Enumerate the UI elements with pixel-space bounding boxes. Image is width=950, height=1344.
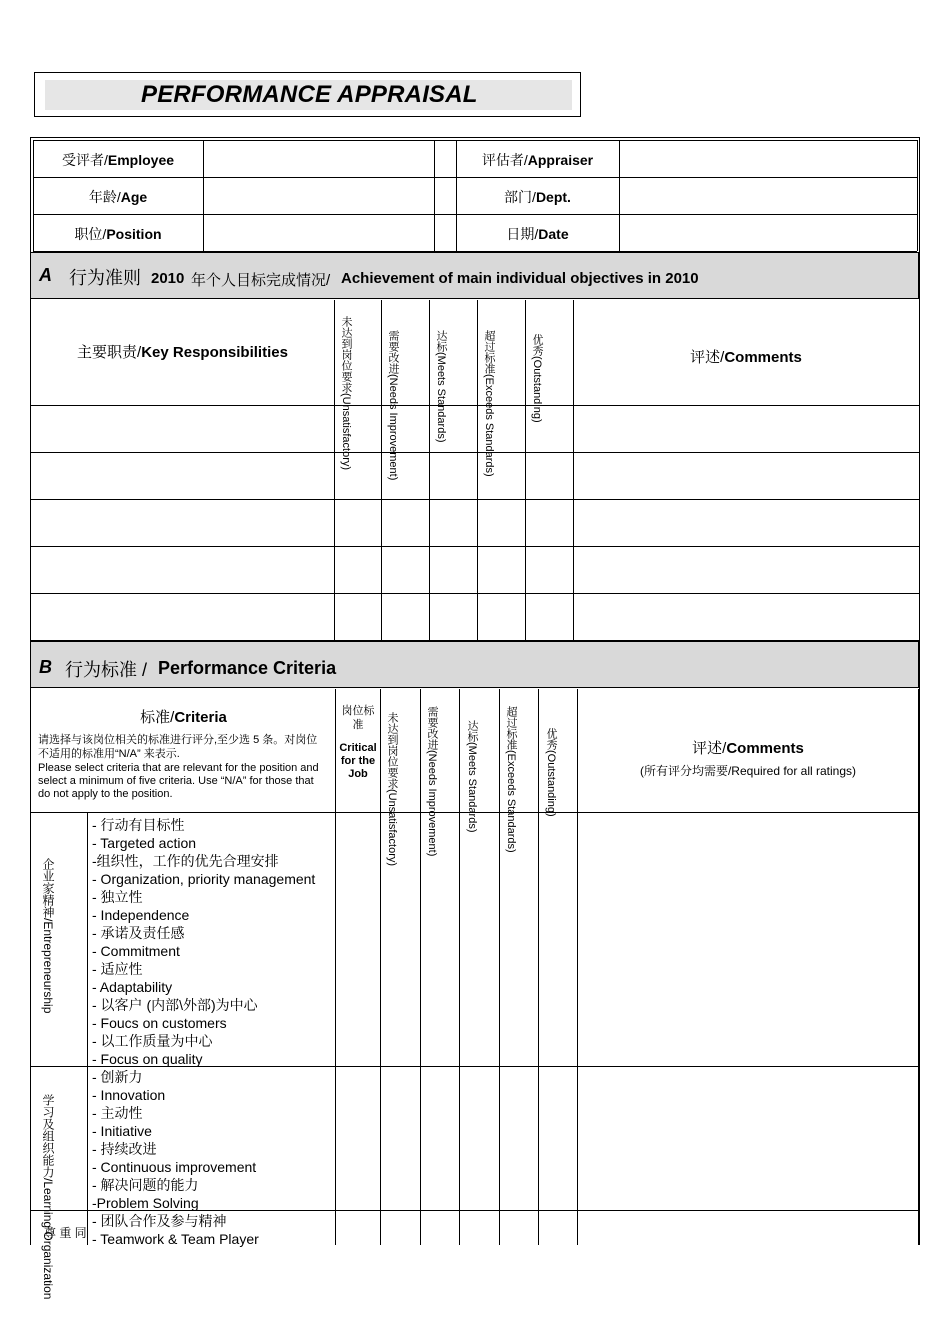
- section-b-heading: [30, 641, 919, 688]
- critical-cn: 岗位标准: [341, 705, 375, 731]
- group1-item-7: - Commitment: [92, 943, 180, 959]
- group1-item-13: - Focus on quality: [92, 1051, 203, 1067]
- group1-item-11: - Foucs on customers: [92, 1015, 227, 1031]
- section-a-letter: A: [39, 265, 52, 285]
- b-vline-2: [380, 689, 381, 1245]
- a-row-4-responsibility[interactable]: [32, 547, 334, 593]
- group2-item-7: -Problem Solving: [92, 1195, 199, 1211]
- employee-field[interactable]: [205, 142, 433, 176]
- group2-label: 学习及组织能力/Learning Organization: [41, 1094, 55, 1300]
- b-col-meets-standards: 达标(Meets Standards): [466, 720, 478, 833]
- group2-item-5: - Continuous improvement: [92, 1159, 257, 1175]
- b-vline-6: [538, 689, 539, 1245]
- group3-label: 尊 重 同: [44, 1226, 87, 1240]
- instr-cn-2: 不适用的标准用“N/A” 来表示.: [38, 748, 180, 760]
- title-band: [45, 80, 572, 110]
- page-title: PERFORMANCE APPRAISAL: [141, 81, 478, 108]
- b-col-unsatisfactory: 未达到岗位要求(Unsatisfactory): [386, 712, 398, 867]
- b-col-exceeds-standards: 超过标准(Exceeds Standards): [505, 706, 517, 853]
- instr-en-2: select a minimum of five criteria. Use “N/A” for those that: [38, 775, 314, 787]
- group2-item-0: - 创新力: [92, 1069, 143, 1085]
- b-comments-note: (所有评分均需要/Required for all ratings): [639, 764, 857, 778]
- form-frame: [30, 137, 920, 1300]
- instr-en-1: Please select criteria that are relevant for the position and: [38, 762, 319, 774]
- position-field[interactable]: [205, 216, 433, 250]
- header-top-line: [33, 140, 917, 141]
- a-vline-2: [381, 300, 382, 640]
- section-a-title-rest: 年个人目标完成情况/: [191, 272, 331, 289]
- criteria-header: 标准/Criteria: [140, 709, 227, 726]
- a-row-3-responsibility[interactable]: [32, 500, 334, 546]
- group1-item-9: - Adaptability: [92, 979, 173, 995]
- header-line-2: [33, 214, 917, 215]
- b-vline-3: [420, 689, 421, 1245]
- group2-item-3: - Initiative: [92, 1123, 152, 1139]
- a-vline-3: [429, 300, 430, 640]
- header-vline-5: [917, 140, 918, 251]
- section-a-heading: [30, 252, 919, 299]
- section-b-title-cn: 行为标准 /: [65, 660, 148, 680]
- b-vline-4: [459, 689, 460, 1245]
- group-label-divider: [87, 813, 88, 1245]
- header-vline-4: [619, 140, 620, 251]
- b-col-outstanding: 优秀(Outstanding): [545, 728, 557, 817]
- group1-item-8: - 适应性: [92, 961, 143, 977]
- instr-en-3: do not apply to the position.: [38, 788, 173, 800]
- b-vline-5: [499, 689, 500, 1245]
- group3-item-0: - 团队合作及参与精神: [92, 1213, 227, 1229]
- group1-item-10: - 以客户 (内部\外部)为中心: [92, 997, 258, 1013]
- a-vline-1: [334, 300, 335, 640]
- b-vline-right: [918, 689, 919, 1245]
- a-comments-header: 评述/Comments: [690, 349, 802, 366]
- employee-label: 受评者/Employee: [61, 152, 175, 168]
- age-field[interactable]: [205, 179, 433, 213]
- dept-field[interactable]: [621, 179, 916, 213]
- group1-item-5: - Independence: [92, 907, 190, 923]
- key-responsibilities-header: 主要职责/Key Responsibilities: [77, 344, 288, 361]
- group2-item-6: - 解决问题的能力: [92, 1177, 199, 1193]
- age-label: 年龄/Age: [88, 189, 148, 205]
- a-row-2-responsibility[interactable]: [32, 453, 334, 499]
- critical-en: Critical for the Job: [339, 742, 377, 780]
- header-vline-1: [203, 140, 204, 251]
- a-col-outstanding: 优秀(Outstanding): [531, 334, 543, 423]
- group2-item-2: - 主动性: [92, 1105, 143, 1121]
- header-line-1: [33, 177, 917, 178]
- section-a-title-cn: 行为准则: [69, 268, 141, 288]
- group1-item-2: -组织性，工作的优先合理安排: [92, 853, 279, 869]
- appraiser-field[interactable]: [621, 142, 916, 176]
- group3-item-1: - Teamwork & Team Player: [92, 1231, 259, 1247]
- group2-item-4: - 持续改进: [92, 1141, 157, 1157]
- group1-item-1: - Targeted action: [92, 835, 197, 851]
- a-col-exceeds-standards: 超过标准(Exceeds Standards): [483, 330, 495, 477]
- a-col-unsatisfactory: 未达到岗位要求(Unsatisfactory): [340, 316, 352, 471]
- group1-item-12: - 以工作质量为中心: [92, 1033, 213, 1049]
- a-vline-5: [525, 300, 526, 640]
- dept-label: 部门/Dept.: [504, 189, 571, 205]
- group1-label: 企业家精神/Entrepreneurship: [41, 858, 55, 1014]
- b-vline-1: [335, 689, 336, 1245]
- b-col-needs-improvement: 需要改进(Needs Improvement): [426, 706, 438, 857]
- a-col-needs-improvement: 需要改进(Needs Improvement): [387, 330, 399, 481]
- header-vline-2: [434, 140, 435, 251]
- section-a-year: 2010: [151, 270, 185, 287]
- a-row-1-responsibility[interactable]: [32, 406, 334, 452]
- section-a-title-en: Achievement of main individual objectives in 2010: [341, 270, 699, 287]
- group1-item-4: - 独立性: [92, 889, 143, 905]
- a-vline-4: [477, 300, 478, 640]
- group1-item-0: - 行动有目标性: [92, 817, 185, 833]
- group1-item-6: - 承诺及责任感: [92, 925, 185, 941]
- date-label: 日期/Date: [506, 226, 569, 242]
- section-b-title-en: Performance Criteria: [158, 658, 337, 678]
- appraiser-label: 评估者/Appraiser: [481, 152, 594, 168]
- section-b-letter: B: [39, 657, 52, 677]
- a-row-5-responsibility[interactable]: [32, 594, 334, 640]
- title-box: [34, 72, 581, 117]
- b-comments-header: 评述/Comments: [692, 740, 804, 757]
- instr-cn-1: 请选择与该岗位相关的标准进行评分,至少选 5 条。对岗位: [38, 734, 318, 746]
- date-field[interactable]: [621, 216, 916, 250]
- group2-item-1: - Innovation: [92, 1087, 166, 1103]
- position-label: 职位/Position: [74, 226, 162, 242]
- group1-item-3: - Organization, priority management: [92, 871, 316, 887]
- a-col-meets-standards: 达标(Meets Standards): [435, 330, 447, 443]
